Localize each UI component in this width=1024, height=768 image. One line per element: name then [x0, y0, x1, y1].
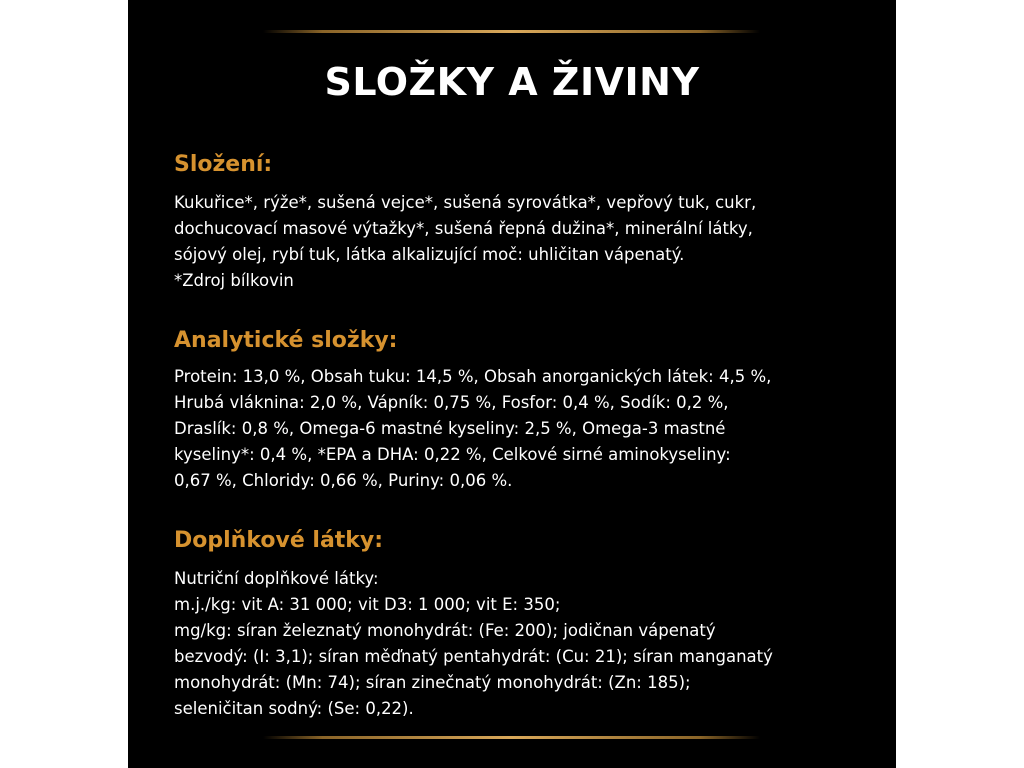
ingredients-panel [128, 0, 896, 768]
page-title: SLOŽKY A ŽIVINY [324, 60, 700, 104]
additives-line: m.j./kg: vit A: 31 000; vit D3: 1 000; vit E: 350; [174, 595, 561, 614]
composition-text [174, 190, 874, 294]
additives-heading: Doplňkové látky: [174, 528, 384, 553]
additives-line: monohydrát: (Mn: 74); síran zinečnatý monohydrát: (Zn: 185); [174, 673, 691, 692]
composition-line: sójový olej, rybí tuk, látka alkalizující moč: uhličitan vápenatý. [174, 245, 685, 264]
composition-line: dochucovací masové výtažky*, sušená řepná dužina*, minerální látky, [174, 219, 753, 238]
composition-line: Kukuřice*, rýže*, sušená vejce*, sušená syrovátka*, vepřový tuk, cukr, [174, 193, 757, 212]
analytical-line: Draslík: 0,8 %, Omega-6 mastné kyseliny: 2,5 %, Omega-3 mastné [174, 419, 726, 438]
analytical-line: Hrubá vláknina: 2,0 %, Vápník: 0,75 %, Fosfor: 0,4 %, Sodík: 0,2 %, [174, 393, 729, 412]
bottom-gold-rule [263, 736, 760, 739]
additives-text [174, 566, 874, 722]
analytical-heading: Analytické složky: [174, 328, 398, 353]
top-gold-rule [263, 30, 760, 33]
additives-line: Nutriční doplňkové látky: [174, 569, 379, 588]
composition-line: *Zdroj bílkovin [174, 271, 294, 290]
analytical-line: 0,67 %, Chloridy: 0,66 %, Puriny: 0,06 %. [174, 471, 513, 490]
additives-line: bezvodý: (I: 3,1); síran měďnatý pentahydrát: (Cu: 21); síran manganatý [174, 647, 773, 666]
composition-heading: Složení: [174, 152, 273, 177]
additives-line: mg/kg: síran železnatý monohydrát: (Fe: 200); jodičnan vápenatý [174, 621, 716, 640]
analytical-line: kyseliny*: 0,4 %, *EPA a DHA: 0,22 %, Celkové sirné aminokyseliny: [174, 445, 731, 464]
additives-line: seleničitan sodný: (Se: 0,22). [174, 699, 414, 718]
analytical-line: Protein: 13,0 %, Obsah tuku: 14,5 %, Obsah anorganických látek: 4,5 %, [174, 367, 772, 386]
analytical-text [174, 364, 874, 494]
